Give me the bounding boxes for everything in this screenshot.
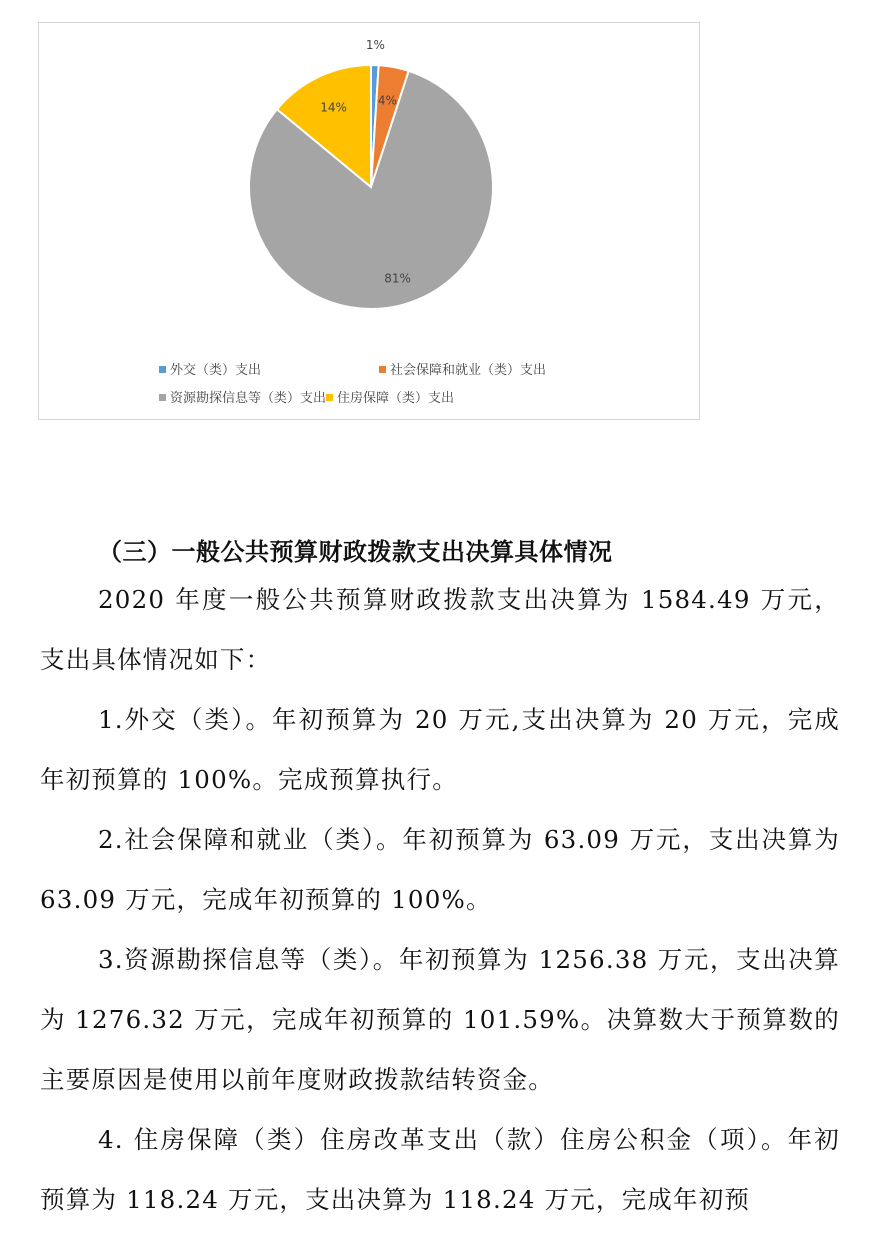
paragraph-item-4: 4. 住房保障（类）住房改革支出（款）住房公积金（项）。年初预算为 118.24 万元，支出决算为 118.24 万元，完成年初预	[40, 1125, 840, 1214]
legend-swatch-icon	[159, 394, 166, 401]
pie-data-label-3: 14%	[320, 100, 347, 115]
legend-swatch-icon	[159, 366, 166, 373]
legend-row	[159, 385, 679, 413]
legend-item-1	[379, 357, 546, 385]
legend-row	[159, 357, 679, 385]
chart-legend	[159, 357, 679, 413]
pie-data-label-1: 4%	[377, 93, 397, 108]
legend-label: 住房保障（类）支出	[337, 391, 455, 406]
legend-label: 社会保障和就业（类）支出	[390, 363, 547, 378]
paragraph-item-2: 2.社会保障和就业（类）。年初预算为 63.09 万元，支出决算为 63.09 万元，完成年初预算的 100%。	[40, 825, 840, 914]
paragraph-item-3: 3.资源勘探信息等（类）。年初预算为 1256.38 万元，支出决算为 1276.32 万元，完成年初预算的 101.59%。决算数大于预算数的主要原因是使用以前年度财政拨款结转资金。	[40, 945, 840, 1094]
pie-chart-plot	[39, 23, 701, 353]
legend-swatch-icon	[326, 394, 333, 401]
pie-data-label-0: 1%	[365, 38, 385, 53]
section-heading: （三）一般公共预算财政拨款支出决算具体情况	[98, 537, 613, 566]
pie-data-label-2: 81%	[384, 271, 411, 286]
legend-item-2	[159, 385, 326, 413]
legend-label: 外交（类）支出	[170, 363, 262, 378]
paragraph-summary: 2020 年度一般公共预算财政拨款支出决算为 1584.49 万元，支出具体情况如下：	[40, 585, 840, 674]
paragraph-item-1: 1.外交（类）。年初预算为 20 万元,支出决算为 20 万元，完成年初预算的 100%。完成预算执行。	[40, 705, 840, 794]
legend-swatch-icon	[379, 366, 386, 373]
legend-item-0	[159, 357, 379, 385]
pie-chart	[38, 22, 700, 420]
legend-label: 资源勘探信息等（类）支出	[170, 391, 327, 406]
legend-item-3	[326, 385, 454, 413]
